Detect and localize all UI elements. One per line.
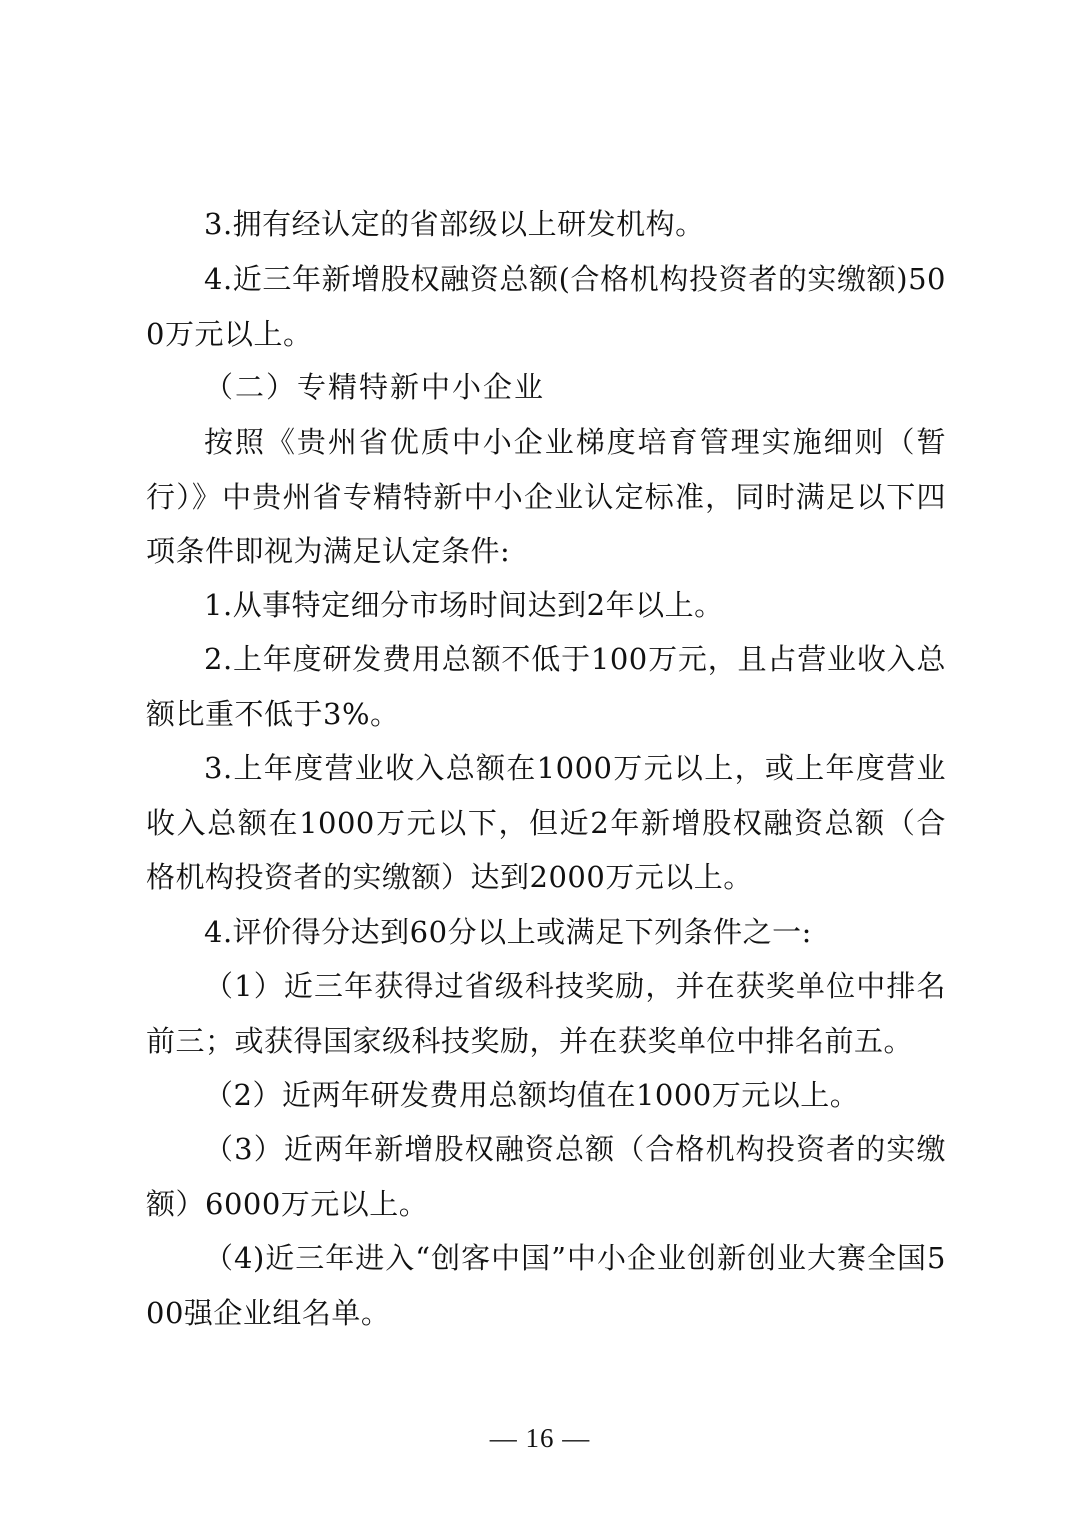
paragraph-item-3-rd-institution: 3.拥有经认定的省部级以上研发机构。: [204, 207, 705, 241]
paragraph-subcondition-2: （2）近两年研发费用总额均值在1000万元以上。: [204, 1078, 860, 1112]
paragraph-subcondition-4: （4)近三年进入“创客中国”中小企业创新创业大赛全国500强企业组名单。: [146, 1241, 946, 1330]
paragraph-item-4-equity-financing: 4.近三年新增股权融资总额(合格机构投资者的实缴额)500万元以上。: [146, 262, 946, 351]
section-heading-specialized-sme: （二）专精特新中小企业: [204, 370, 546, 404]
page-number: — 16 —: [489, 1423, 591, 1453]
paragraph-subcondition-3: （3）近两年新增股权融资总额（合格机构投资者的实缴额）6000万元以上。: [146, 1132, 946, 1221]
paragraph-criteria-intro: 按照《贵州省优质中小企业梯度培育管理实施细则（暂行）》中贵州省专精特新中小企业认定标准，同时满足以下四项条件即视为满足认定条件:: [146, 425, 946, 568]
paragraph-condition-3: 3.上年度营业收入总额在1000万元以上，或上年度营业收入总额在1000万元以下，但近2年新增股权融资总额（合格机构投资者的实缴额）达到2000万元以上。: [146, 751, 946, 894]
paragraph-condition-2: 2.上年度研发费用总额不低于100万元，且占营业收入总额比重不低于3%。: [146, 642, 946, 731]
paragraph-subcondition-1: （1）近三年获得过省级科技奖励，并在获奖单位中排名前三；或获得国家级科技奖励，并在获奖单位中排名前五。: [146, 969, 946, 1058]
paragraph-condition-1: 1.从事特定细分市场时间达到2年以上。: [204, 588, 724, 622]
paragraph-condition-4: 4.评价得分达到60分以上或满足下列条件之一:: [204, 915, 812, 949]
